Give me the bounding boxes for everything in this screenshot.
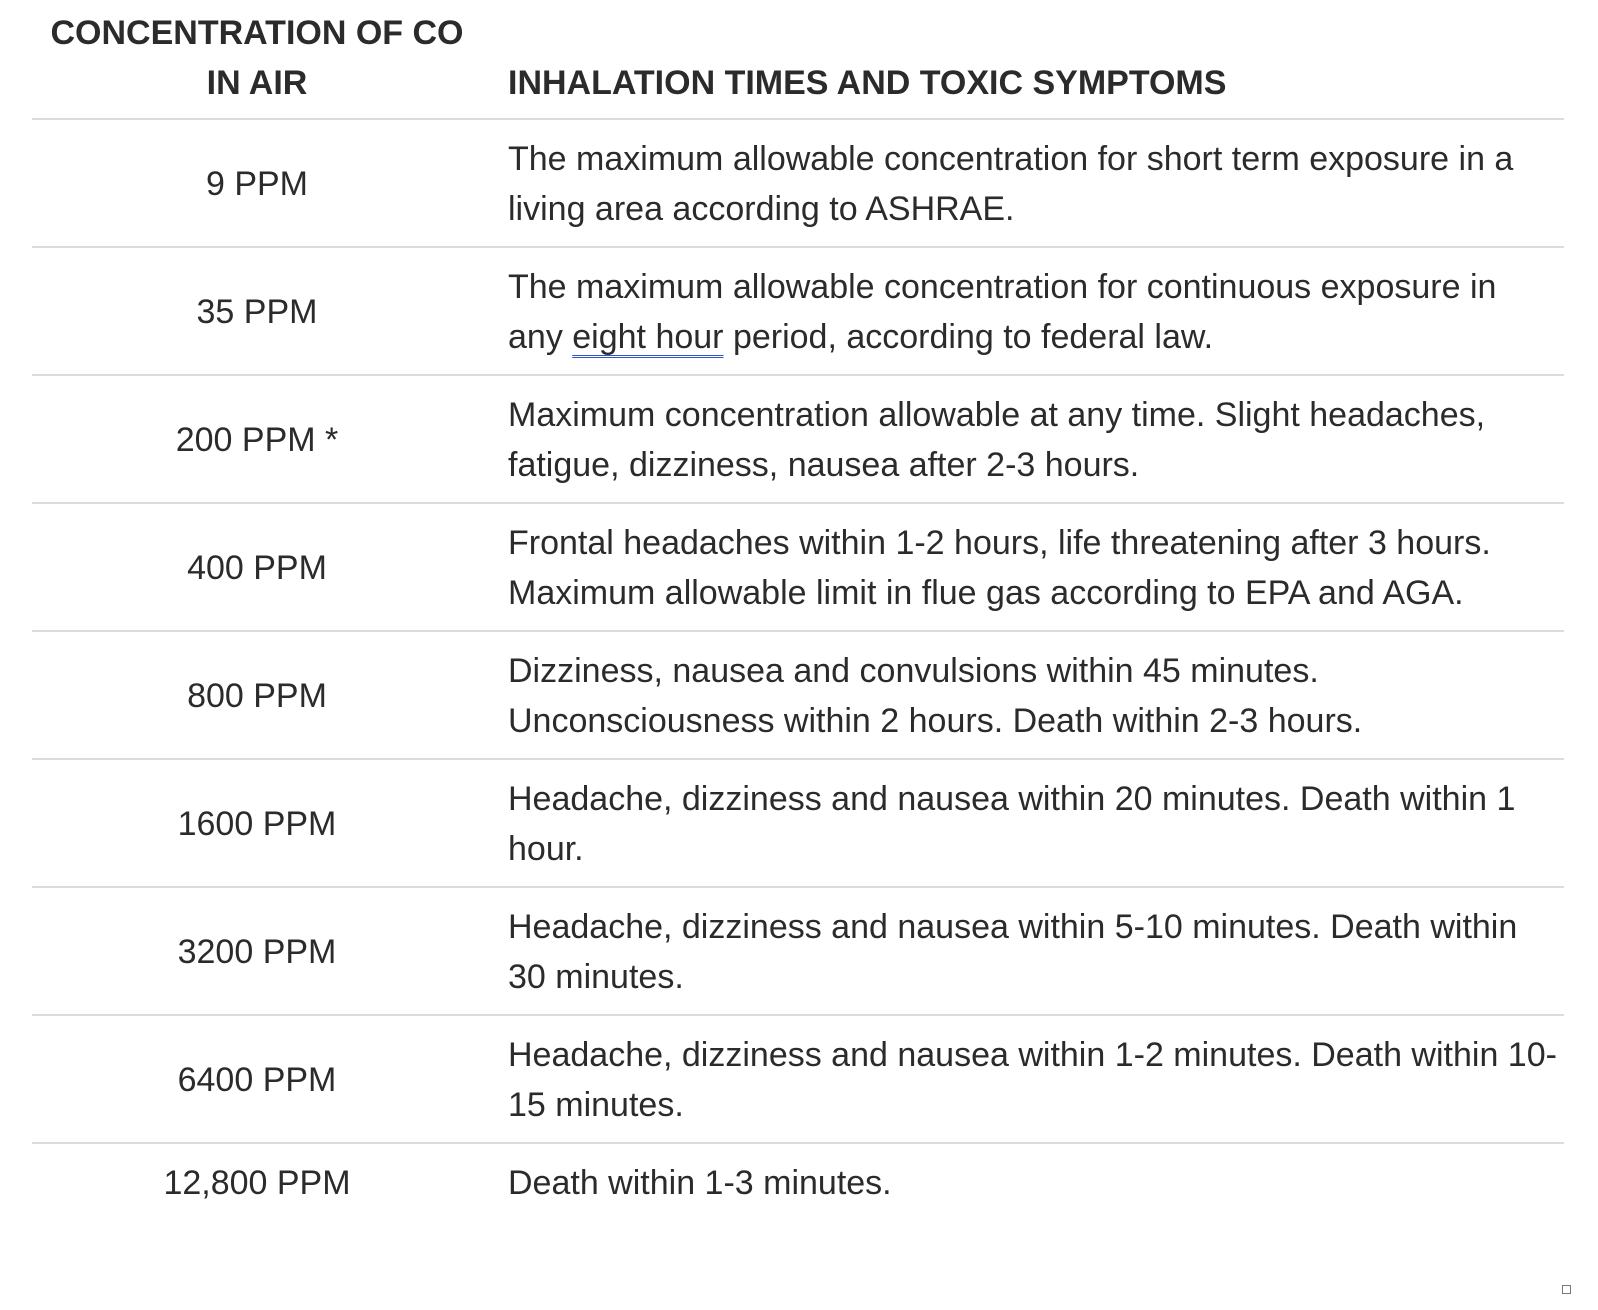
table-row: [32, 631, 1564, 759]
concentration-cell: 1600 PPM: [32, 759, 484, 887]
concentration-cell: 9 PPM: [32, 119, 484, 247]
table-header-row: [32, 0, 1564, 119]
symptoms-cell: Headache, dizziness and nausea within 5-10 minutes. Death within 30 minutes.: [484, 887, 1564, 1015]
symptoms-text-after: period, according to federal law.: [723, 318, 1214, 356]
table-row: [32, 1015, 1564, 1143]
symptoms-column-header: INHALATION TIMES AND TOXIC SYMPTOMS: [484, 0, 1564, 119]
concentration-cell: 200 PPM *: [32, 375, 484, 503]
concentration-cell: 12,800 PPM: [163, 1164, 351, 1202]
table-row: [32, 759, 1564, 887]
symptoms-cell: Headache, dizziness and nausea within 20 minutes. Death within 1 hour.: [484, 759, 1564, 887]
table-row: [32, 503, 1564, 631]
symptoms-cell: Death within 1-3 minutes.: [508, 1164, 892, 1202]
table-row: [32, 887, 1564, 1015]
concentration-cell: 6400 PPM: [32, 1015, 484, 1143]
table-row: [32, 119, 1564, 247]
resize-handle-icon: [1562, 1285, 1571, 1294]
symptoms-cell: The maximum allowable concentration for short term exposure in a living area according to ASHRAE.: [484, 119, 1564, 247]
co-toxicity-table: [32, 0, 1564, 1220]
table-row: [32, 1143, 1564, 1220]
eight-hour-keyword-link[interactable]: eight hour: [572, 318, 724, 356]
symptoms-cell: Headache, dizziness and nausea within 1-2 minutes. Death within 10-15 minutes.: [484, 1015, 1564, 1143]
concentration-column-header: CONCENTRATION OF CO IN AIR: [32, 0, 484, 119]
symptoms-cell: Frontal headaches within 1-2 hours, life threatening after 3 hours. Maximum allowable limit in flue gas according to EPA and AGA.: [484, 503, 1564, 631]
concentration-cell: 3200 PPM: [32, 887, 484, 1015]
concentration-cell: 400 PPM: [32, 503, 484, 631]
concentration-cell: 35 PPM: [32, 247, 484, 375]
symptoms-cell: Maximum concentration allowable at any time. Slight headaches, fatigue, dizziness, nausea after 2-3 hours.: [484, 375, 1564, 503]
table-row: [32, 247, 1564, 375]
table-row: [32, 375, 1564, 503]
symptoms-text-before: The maximum allowable concentration for continuous exposure in any: [508, 268, 1497, 356]
symptoms-cell: Dizziness, nausea and convulsions within 45 minutes. Unconsciousness within 2 hours. Death within 2-3 hours.: [484, 631, 1564, 759]
concentration-cell: 800 PPM: [32, 631, 484, 759]
symptoms-cell: [484, 247, 1564, 375]
